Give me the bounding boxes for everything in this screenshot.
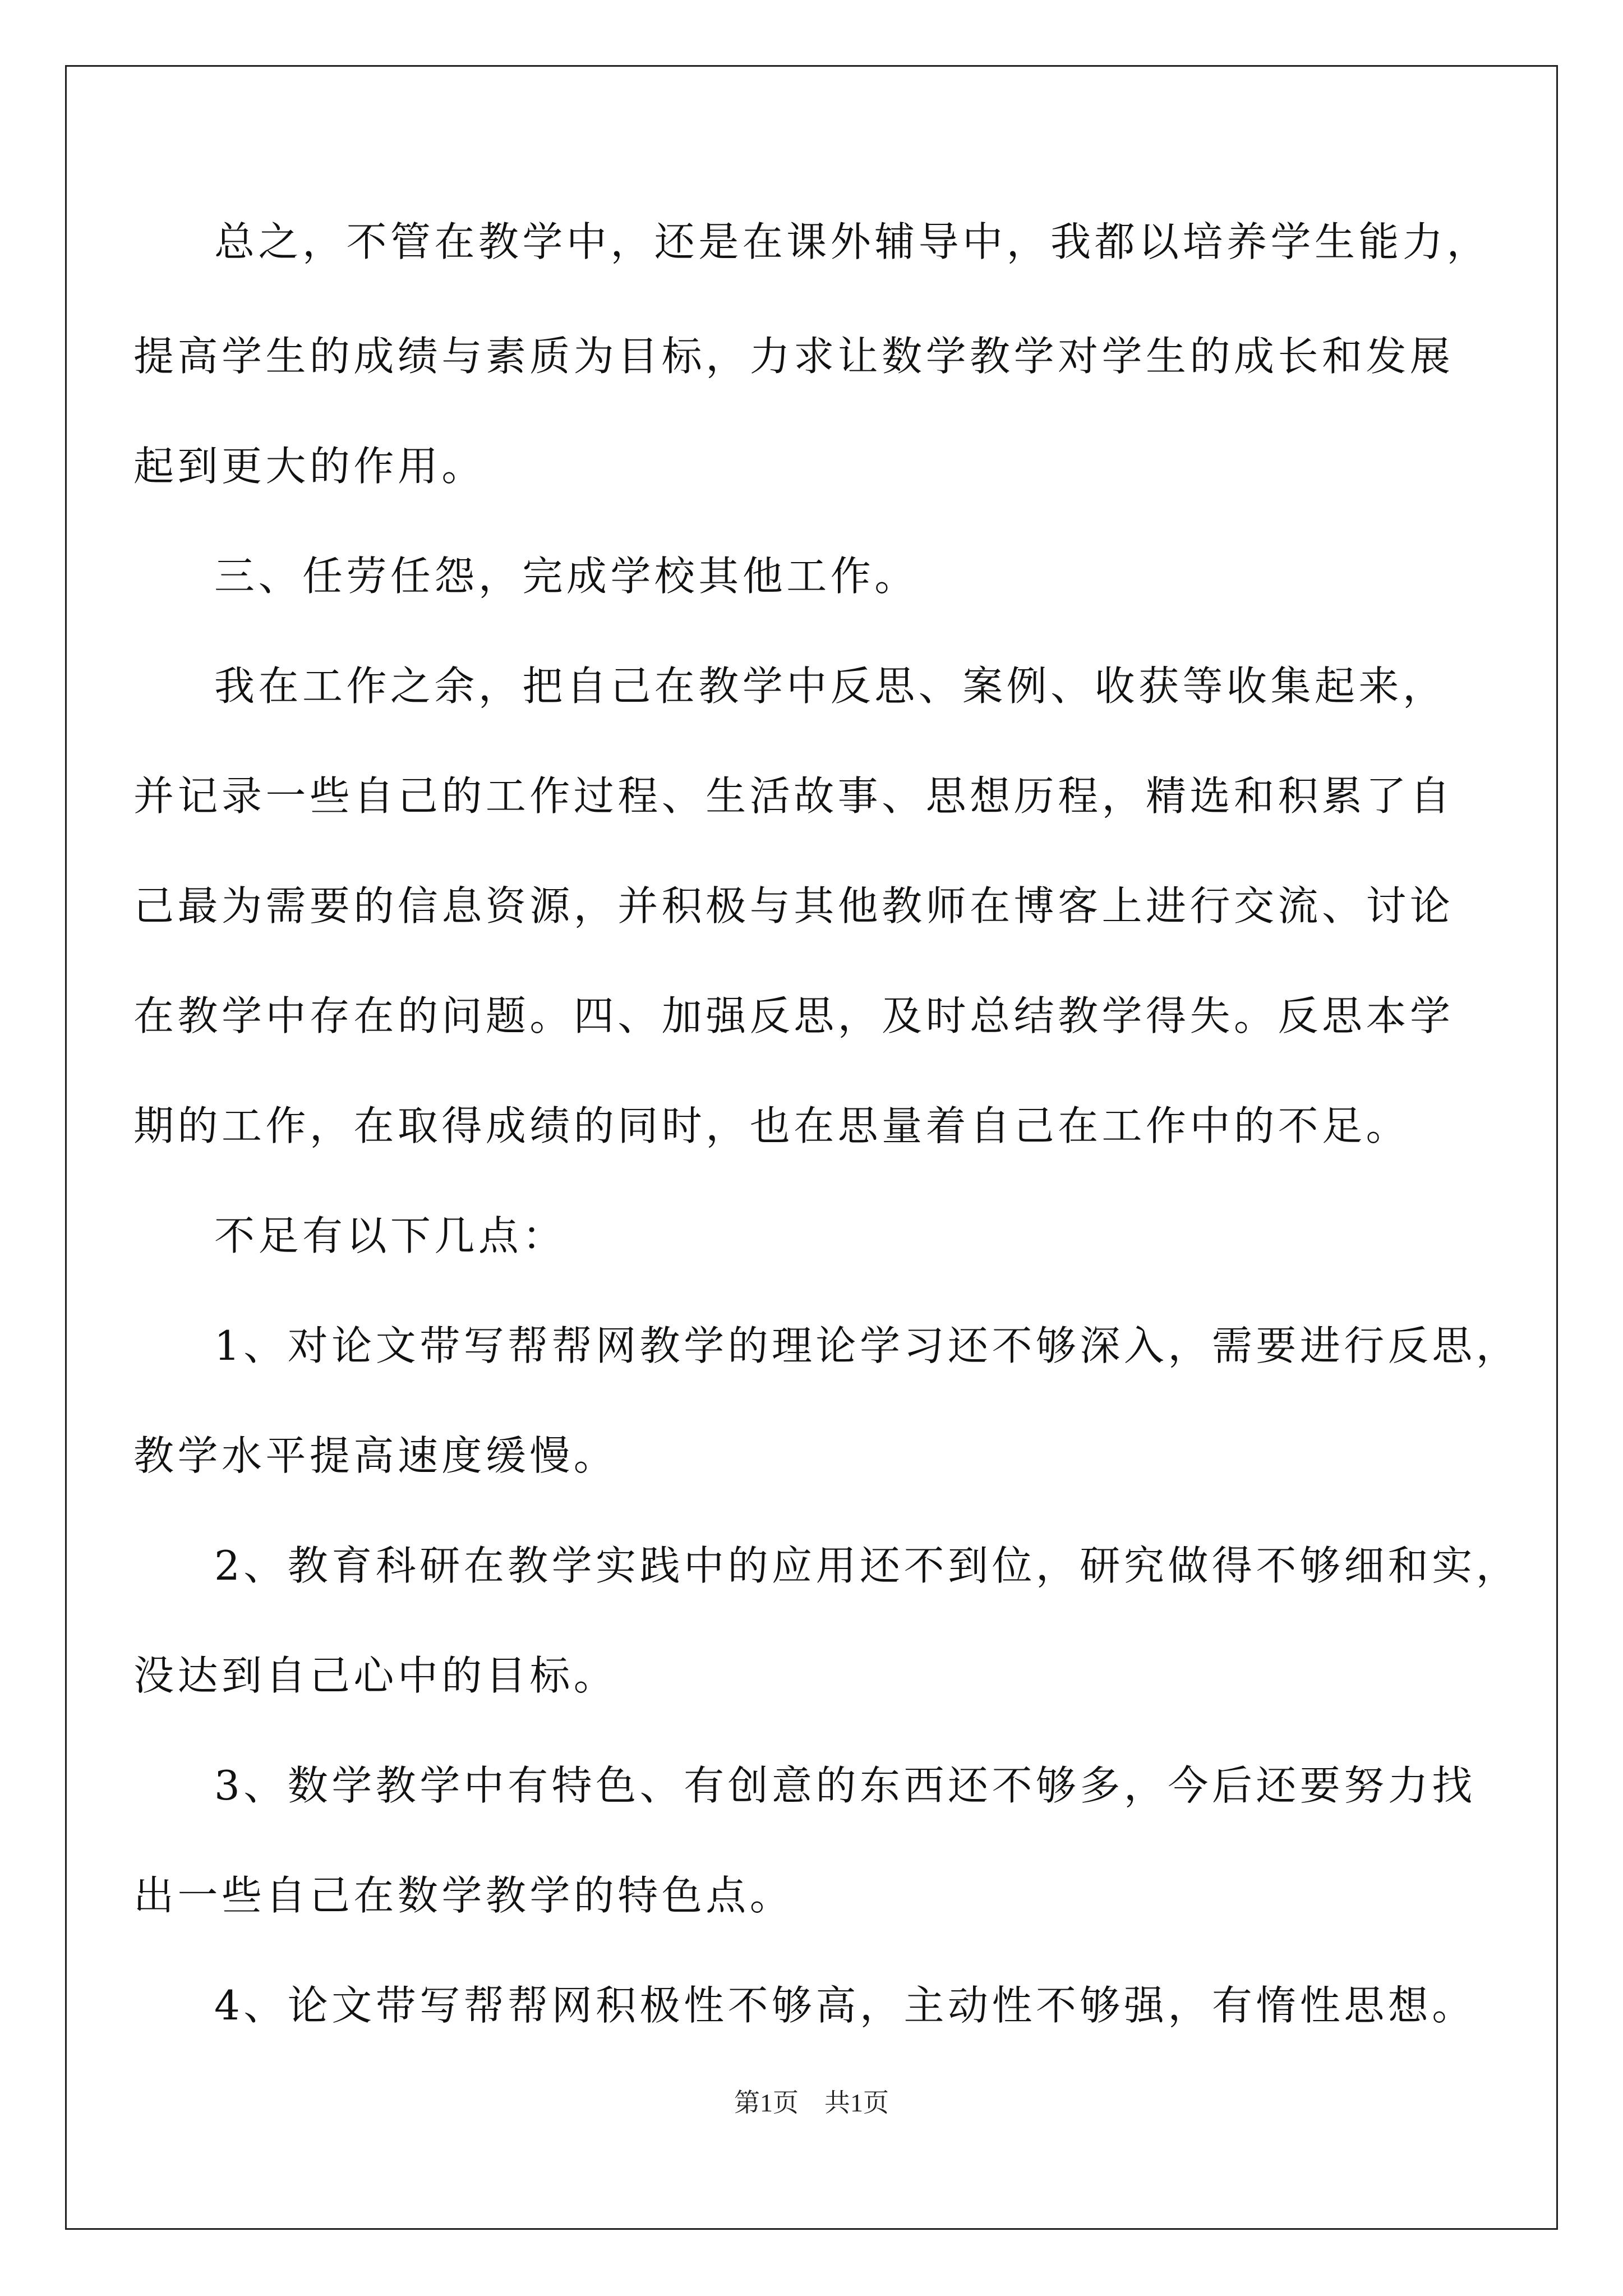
paragraph-line: 我在工作之余，把自己在教学中反思、案例、收获等收集起来，	[214, 662, 1447, 710]
paragraph-line: 起到更大的作用。	[133, 443, 486, 490]
list-item-line: 3、数学教学中有特色、有创意的东西还不够多，今后还要努力找	[214, 1762, 1476, 1809]
paragraph-line: 在教学中存在的问题。四、加强反思，及时总结教学得失。反思本学	[133, 992, 1454, 1039]
list-item-line: 没达到自己心中的目标。	[133, 1652, 618, 1699]
list-item-line: 出一些自己在数学教学的特色点。	[133, 1872, 794, 1919]
paragraph-line: 并记录一些自己的工作过程、生活故事、思想历程，精选和积累了自	[133, 772, 1454, 820]
paragraph-line: 己最为需要的信息资源，并积极与其他教师在博客上进行交流、讨论	[133, 882, 1454, 930]
section-heading: 三、任劳任怨，完成学校其他工作。	[214, 553, 919, 600]
paragraph-line: 不足有以下几点：	[214, 1212, 566, 1259]
paragraph-line: 提高学生的成绩与素质为目标，力求让数学教学对学生的成长和发展	[133, 333, 1454, 380]
page-number-footer: 第1页 共1页	[734, 2088, 889, 2117]
list-item-line: 4、论文带写帮帮网积极性不够高，主动性不够强，有惰性思想。	[214, 1982, 1476, 2029]
paragraph-line: 总之，不管在教学中，还是在课外辅导中，我都以培养学生能力，	[214, 218, 1491, 265]
list-item-line: 2、教育科研在教学实践中的应用还不到位，研究做得不够细和实，	[214, 1542, 1520, 1589]
paragraph-line: 期的工作，在取得成绩的同时，也在思量着自己在工作中的不足。	[133, 1102, 1410, 1149]
list-item-line: 教学水平提高速度缓慢。	[133, 1432, 618, 1479]
list-item-line: 1、对论文带写帮帮网教学的理论学习还不够深入，需要进行反思，	[214, 1322, 1520, 1369]
